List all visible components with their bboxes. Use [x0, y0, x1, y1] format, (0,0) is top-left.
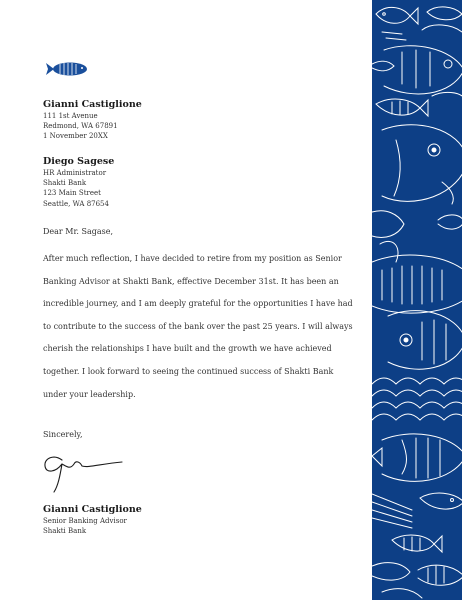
- body-line: under your leadership.: [43, 389, 136, 399]
- letter-body: [43, 248, 353, 406]
- body-line: together. I look forward to seeing the continued success of Shakti Bank: [43, 366, 334, 376]
- fish-logo-icon: [44, 60, 92, 78]
- closing: Sincerely,: [43, 430, 83, 439]
- fish-pattern-decoration: [372, 0, 462, 600]
- sender-name: Gianni Castiglione: [43, 99, 142, 110]
- salutation: Dear Mr. Sagase,: [43, 227, 114, 236]
- signer-company: Shakti Bank: [43, 527, 87, 536]
- recipient-name: Diego Sagese: [43, 156, 115, 167]
- signature-block: [43, 504, 142, 536]
- recipient-address-line1: 123 Main Street: [43, 189, 101, 198]
- sender-address-line1: 111 1st Avenue: [43, 112, 98, 120]
- handwritten-signature: [40, 448, 126, 494]
- signer-title: Senior Banking Advisor: [43, 517, 127, 525]
- signer-name: Gianni Castiglione: [43, 504, 142, 515]
- body-line: incredible journey, and I am deeply grateful for the opportunities I have had: [43, 299, 353, 309]
- recipient-address-line2: Seattle, WA 87654: [43, 199, 109, 208]
- fish-pattern-icon: [372, 0, 462, 600]
- recipient-company: Shakti Bank: [43, 179, 87, 188]
- letter-date: 1 November 20XX: [43, 132, 108, 141]
- body-line: Banking Advisor at Shakti Bank, effective December 31st. It has been an: [43, 276, 339, 286]
- body-line: cherish the relationships I have built and the growth we have achieved: [43, 344, 332, 354]
- recipient-block: [43, 156, 114, 209]
- body-line: to contribute to the success of the bank over the past 25 years. I will always: [43, 321, 353, 331]
- sender-address-line2: Redmond, WA 67891: [43, 122, 118, 131]
- recipient-title: HR Administrator: [43, 169, 107, 177]
- sender-block: [43, 99, 142, 142]
- body-line: After much reflection, I have decided to retire from my position as Senior: [43, 254, 342, 263]
